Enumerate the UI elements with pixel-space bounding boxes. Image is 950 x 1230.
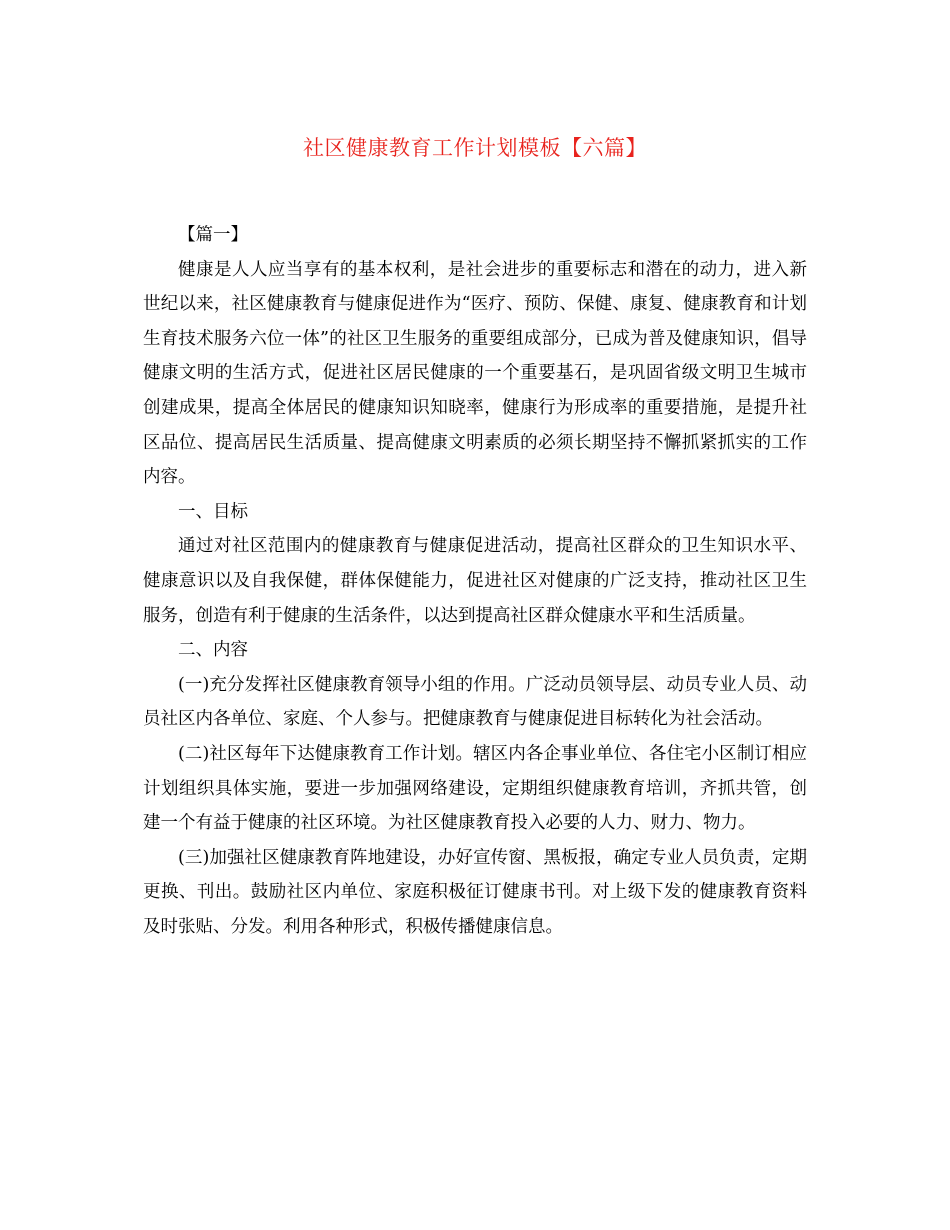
paragraph: 通过对社区范围内的健康教育与健康促进活动，提高社区群众的卫生知识水平、健康意识以及自我保健，群体保健能力，促进社区对健康的广泛支持，推动社区卫生服务，创造有利于健康的生活条件，以达到提高社区群众健康水平和生活质量。 (143, 536, 807, 626)
subsection-heading: 二、内容 (178, 640, 248, 661)
paragraph: 健康是人人应当享有的基本权利，是社会进步的重要标志和潜在的动力，进入新世纪以来，社区健康教育与健康促进作为“医疗、预防、保健、康复、健康教育和计划生育技术服务六位一体”的社区卫生服务的重要组成部分，已成为普及健康知识，倡导健康文明的生活方式，促进社区居民健康的一个重要基石，是巩固省级文明卫生城市创建成果，提高全体居民的健康知识知晓率，健康行为形成率的重要措施，是提升社区品位、提高居民生活质量、提高健康文明素质的必须长期坚持不懈抓紧抓实的工作内容。 (143, 259, 807, 488)
paragraph: (二)社区每年下达健康教育工作计划。辖区内各企事业单位、各住宅小区制订相应计划组织具体实施，要进一步加强网络建设，定期组织健康教育培训，齐抓共管，创建一个有益于健康的社区环境。为社区健康教育投入必要的人力、财力、物力。 (143, 743, 807, 834)
document-title: 社区健康教育工作计划模板【六篇】 (303, 136, 647, 160)
section-heading: 【篇一】 (178, 225, 248, 245)
paragraph: (三)加强社区健康教育阵地建设，办好宣传窗、黑板报，确定专业人员负责，定期更换、刊出。鼓励社区内单位、家庭积极征订健康书刊。对上级下发的健康教育资料及时张贴、分发。利用各种形式，积极传播健康信息。 (143, 847, 807, 937)
document-body (143, 218, 807, 944)
subsection-heading: 一、目标 (178, 501, 248, 522)
paragraph: (一)充分发挥社区健康教育领导小组的作用。广泛动员领导层、动员专业人员、动员社区内各单位、家庭、个人参与。把健康教育与健康促进目标转化为社会活动。 (143, 674, 807, 730)
